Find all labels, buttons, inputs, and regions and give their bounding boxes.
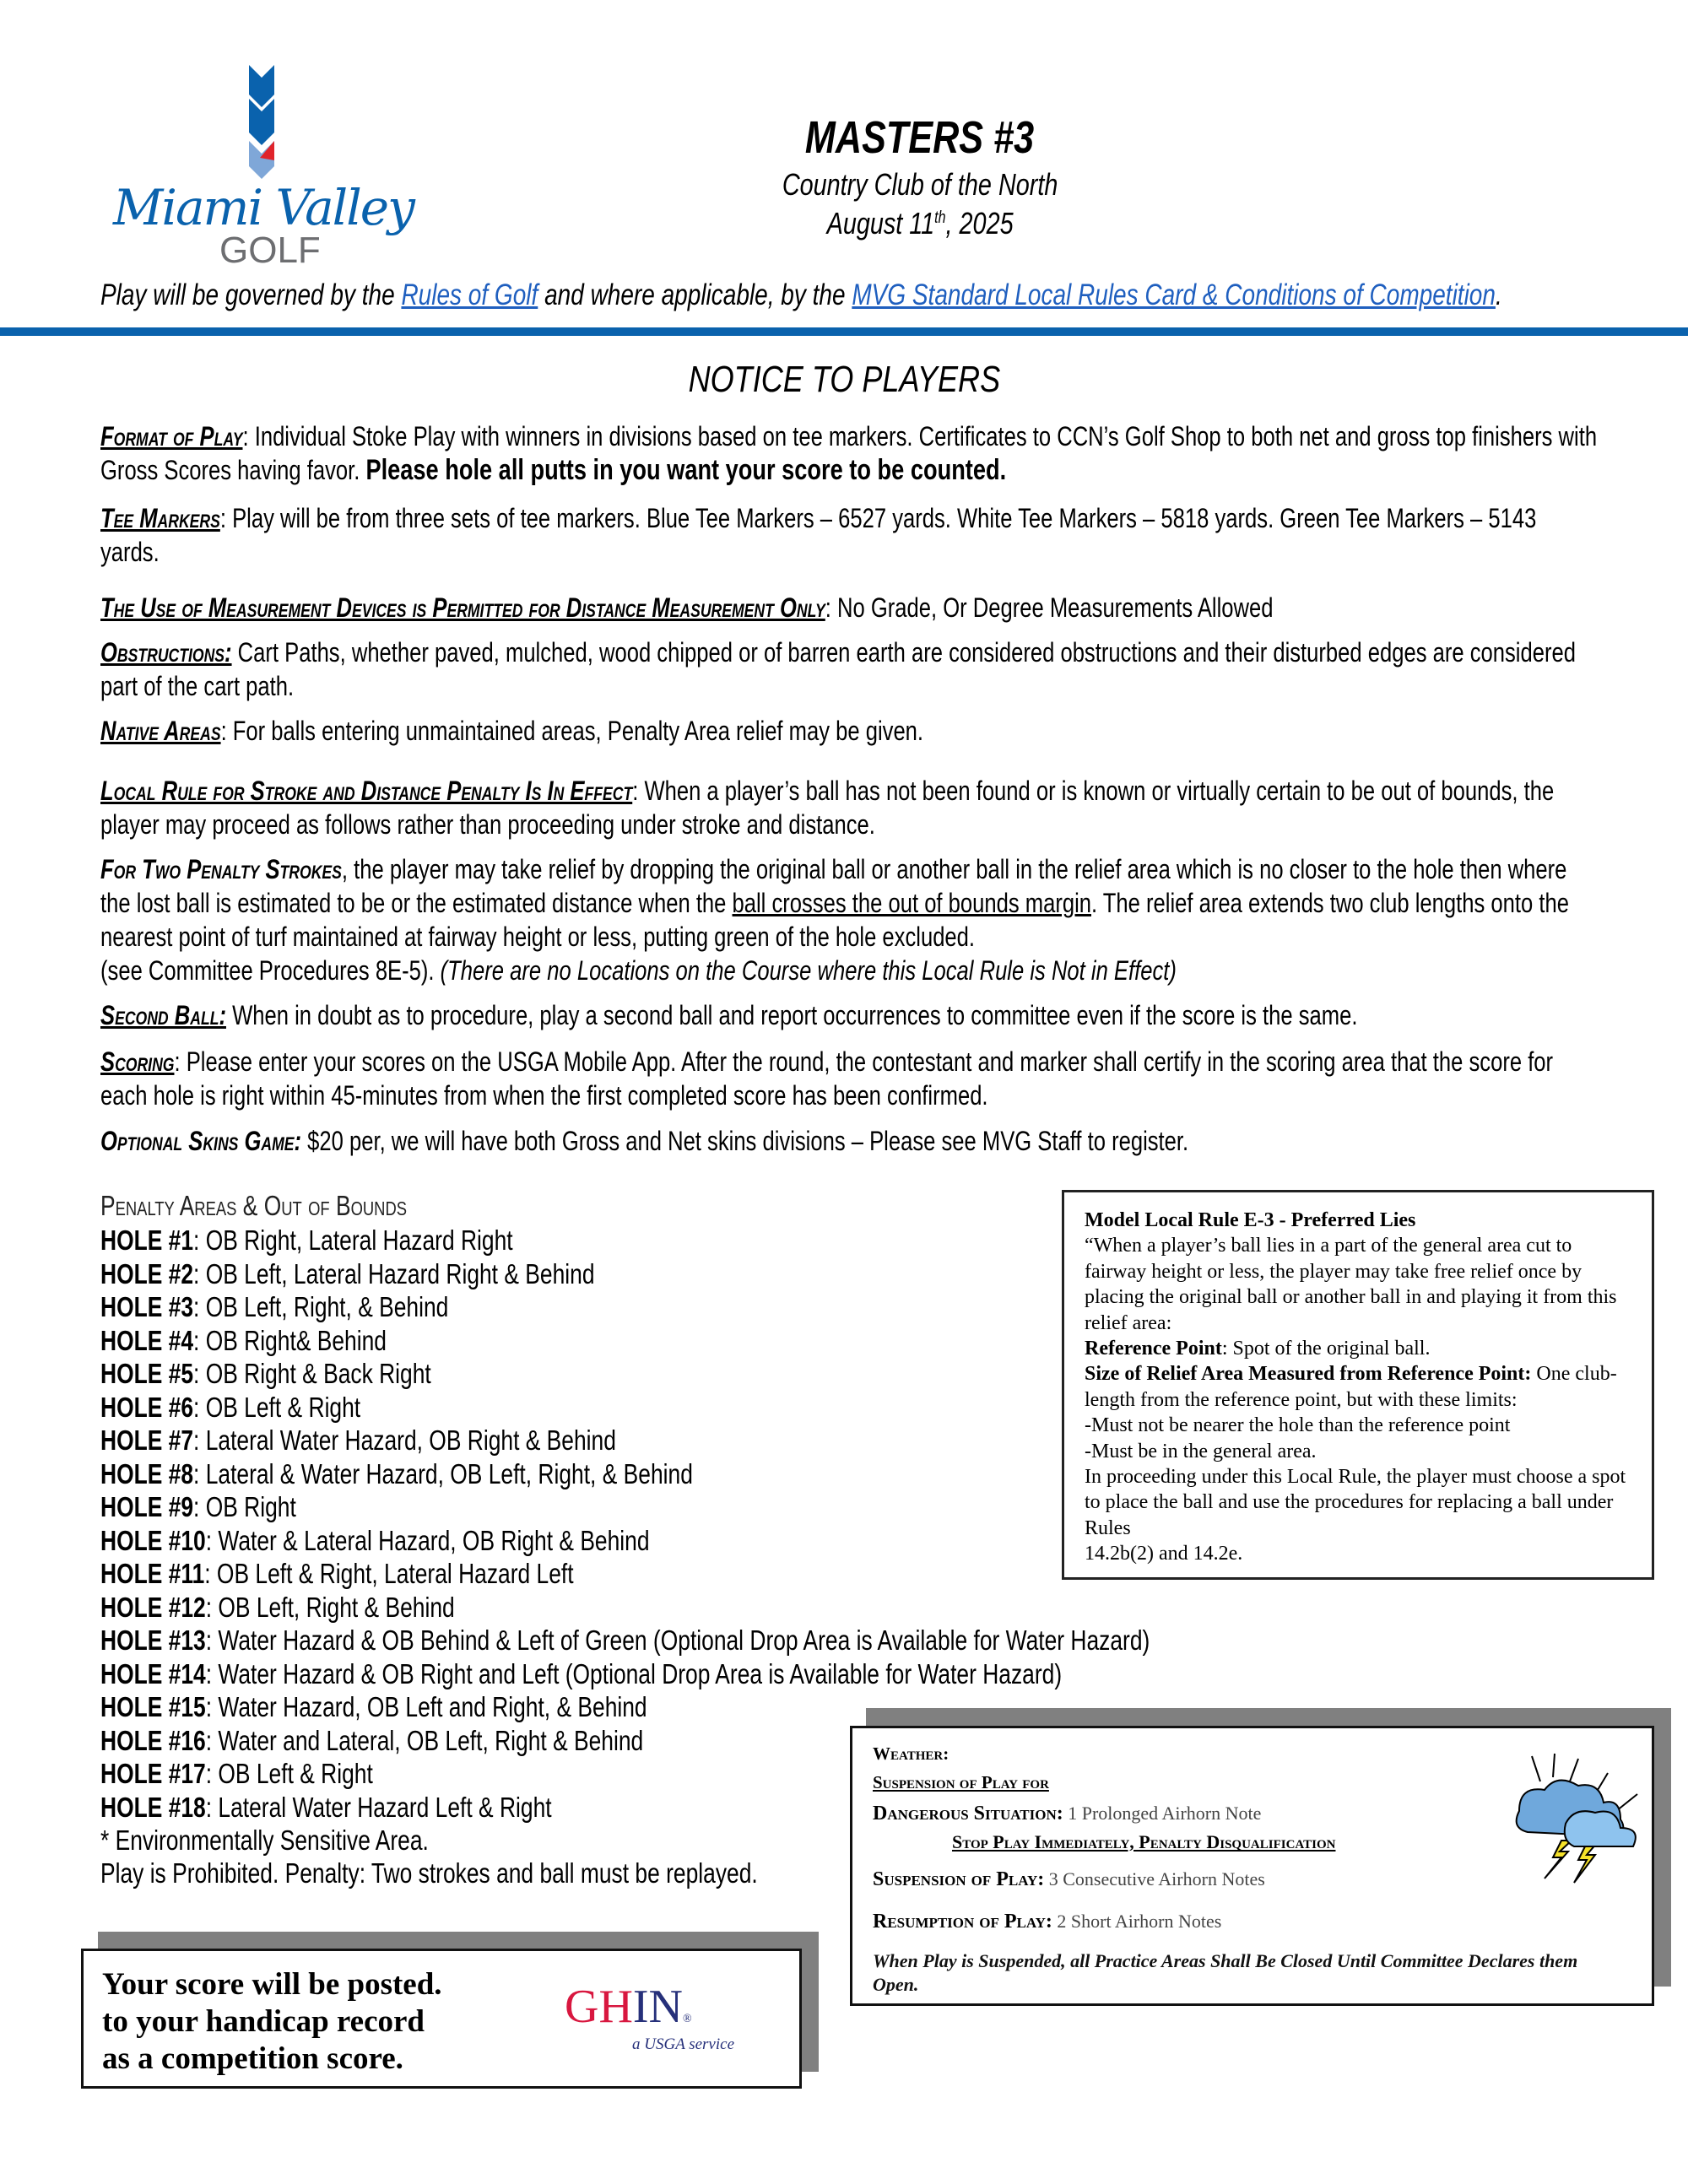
underlined-text: ball crosses the out of bounds margin: [732, 888, 1091, 918]
hole-label: HOLE #3: [100, 1291, 194, 1322]
hole-text: : OB Left, Right, & Behind: [193, 1291, 449, 1322]
section-body: : When a player’s ball has not been found or is known or virtually certain to be out of bounds, the player may proceed as follows rather than proceeding under stroke and distance.: [100, 776, 1555, 840]
logo-golf: GOLF: [219, 230, 321, 271]
title-text: MASTERS #3: [805, 112, 1035, 163]
section-body: Cart Paths, whether paved, mulched, wood chipped or of barren earth are considered obstructions and their disturbed edges are considered part of the cart path.: [100, 637, 1576, 701]
hole-item: [100, 1724, 643, 1758]
hole-label: HOLE #9: [100, 1491, 194, 1522]
hole-label: HOLE #14: [100, 1657, 206, 1689]
hole-item: [100, 1457, 693, 1491]
hole-text: : Water and Lateral, OB Left, Right & Behind: [205, 1724, 644, 1756]
hole-item: [100, 1690, 647, 1724]
hole-text: : OB Left & Right, Lateral Hazard Left: [204, 1558, 574, 1589]
env-note: * Environmentally Sensitive Area.: [100, 1825, 429, 1856]
section-body: When in doubt as to procedure, play a second ball and report occurrences to committee even if the score is the same.: [225, 1000, 1358, 1030]
hole-label: HOLE #11: [100, 1558, 205, 1589]
section-body: : Individual Stoke Play with winners in divisions based on tee markers. Certificates to CCN’s Golf Shop to both net and gross top finishers with Gross Scores having favor.: [100, 421, 1598, 485]
hole-text: : OB Left & Right: [205, 1758, 373, 1789]
section-body: , the player may take relief by dropping the original ball or another ball in the relief area which is no closer to the hole then where the lost ball is estimated to be or the estimated distance when the: [100, 854, 1567, 918]
two-penalty-strokes: [100, 852, 1599, 987]
italic-note: (There are no Locations on the Course where this Local Rule is Not in Effect): [440, 955, 1177, 986]
ghin-posting-box: [81, 1949, 802, 2089]
hole-label: HOLE #17: [100, 1758, 206, 1789]
posting-line: to your handicap record: [102, 2004, 425, 2039]
posting-line: Your score will be posted.: [102, 1967, 442, 2002]
hole-label: HOLE #8: [100, 1457, 194, 1489]
mvg-local-rules-link[interactable]: MVG Standard Local Rules Card & Conditions of Competition: [852, 278, 1496, 311]
hole-label: HOLE #6: [100, 1391, 194, 1423]
hole-label: HOLE #15: [100, 1691, 206, 1722]
weather-label: Resumption of Play:: [873, 1911, 1052, 1933]
header-divider: [0, 327, 1688, 336]
practice-area-note: When Play is Suspended, all Practice Areas Shall Be Closed Until Committee Declares them Open.: [873, 1950, 1578, 1995]
logo-script: Miami Valley: [113, 179, 414, 236]
hole-item: [100, 1757, 373, 1791]
section-heading: Tee Markers: [100, 503, 220, 533]
model-rule-label: Reference Point: [1085, 1338, 1222, 1360]
hole-label: HOLE #13: [100, 1624, 206, 1656]
hole-text: : OB Right, Lateral Hazard Right: [193, 1224, 513, 1256]
governing-rules-line: [100, 278, 1502, 312]
hole-text: : Lateral & Water Hazard, OB Left, Right, & Behind: [193, 1457, 693, 1489]
hole-label: HOLE #2: [100, 1257, 194, 1289]
hole-label: HOLE #4: [100, 1324, 194, 1356]
hole-text: : Water Hazard & OB Right and Left (Optional Drop Area is Available for Water Hazard): [205, 1657, 1063, 1689]
weather-value: 1 Prolonged Airhorn Note: [1063, 1803, 1262, 1824]
second-ball: [100, 998, 1599, 1032]
putts-notice: Please hole all putts in you want your score to be counted.: [365, 454, 1007, 486]
hole-text: : Water Hazard, OB Left and Right, & Behind: [205, 1691, 647, 1722]
tee-markers: [100, 501, 1599, 569]
hole-text: : Water Hazard & OB Behind & Left of Green (Optional Drop Area is Available for Water Hazard): [205, 1624, 1150, 1656]
date-year: , 2025: [945, 206, 1014, 241]
page-title: [591, 111, 1249, 164]
gov-text: and where applicable, by the: [538, 278, 852, 311]
hole-text: : OB Left, Right & Behind: [205, 1591, 455, 1623]
model-rule-title: Model Local Rule E-3 - Preferred Lies: [1085, 1209, 1416, 1231]
section-heading: Local Rule for Stroke and Distance Penalty Is In Effect: [100, 776, 633, 806]
hole-item: [100, 1391, 360, 1424]
weather-label: Suspension of Play for: [873, 1772, 1049, 1792]
storm-cloud-icon: [1494, 1752, 1650, 1887]
ghin-logo-gh: GH: [565, 1981, 633, 2033]
model-rule-text: “When a player’s ball lies in a part of the general area cut to fairway height or less, the player may take free relief once by placing the original ball or another ball in and playing it from this relief area:: [1085, 1235, 1617, 1334]
event-date: [591, 206, 1249, 241]
model-rule-text: -Must be in the general area.: [1085, 1440, 1317, 1462]
posting-notice: [102, 1966, 442, 2078]
obstructions: [100, 635, 1599, 703]
hole-text: : Lateral Water Hazard Left & Right: [205, 1791, 552, 1823]
hole-item: [100, 1224, 513, 1257]
section-heading: For Two Penalty Strokes: [100, 854, 342, 884]
hole-item: [100, 1557, 574, 1591]
model-rule-text: One club-length from the reference point, but with these limits:: [1085, 1363, 1617, 1411]
section-body: : Please enter your scores on the USGA Mobile App. After the round, the contestant and marker shall certify in the scoring area that the score for each hole is right within 45-minutes from when the first completed score has been confirmed.: [100, 1046, 1554, 1111]
model-rule-text: 14.2b(2) and 14.2e.: [1085, 1543, 1243, 1565]
weather-label: Suspension of Play:: [873, 1868, 1045, 1890]
section-body: : No Grade, Or Degree Measurements Allowed: [825, 592, 1274, 623]
hole-label: HOLE #5: [100, 1358, 194, 1389]
section-heading: Optional Skins Game:: [100, 1126, 302, 1156]
venue: [591, 167, 1249, 203]
model-rule-text: : Spot of the original ball.: [1221, 1338, 1431, 1360]
hole-text: : Water & Lateral Hazard, OB Right & Behind: [205, 1524, 650, 1556]
section-body: . The relief area extends two club lengths onto the nearest point of turf maintained at fairway height or less, putting green of the hole excluded.: [100, 888, 1569, 952]
env-penalty: Play is Prohibited. Penalty: Two strokes and ball must be replayed.: [100, 1857, 758, 1889]
hole-text: : OB Right & Back Right: [193, 1358, 431, 1389]
hole-label: HOLE #12: [100, 1591, 206, 1623]
penalty-areas-header: Penalty Areas & Out of Bounds: [100, 1190, 408, 1221]
notice-title-text: NOTICE TO PLAYERS: [688, 359, 1000, 400]
weather-title: Weather:: [873, 1743, 950, 1764]
model-rule-text: In proceeding under this Local Rule, the player must choose a spot to place the ball and use the procedures for replacing a ball under Rules: [1085, 1466, 1626, 1539]
section-body: : For balls entering unmaintained areas, Penalty Area relief may be given.: [220, 716, 924, 746]
optional-skins: [100, 1124, 1599, 1158]
measurement-devices: [100, 591, 1599, 624]
model-local-rule-box: [1062, 1190, 1654, 1580]
committee-ref: (see Committee Procedures 8E-5).: [100, 955, 441, 986]
section-heading: The Use of Measurement Devices is Permitted for Distance Measurement Only: [100, 592, 825, 623]
hole-label: HOLE #7: [100, 1424, 194, 1456]
hole-item: [100, 1357, 431, 1391]
model-rule-text: -Must not be nearer the hole than the reference point: [1085, 1414, 1511, 1437]
miami-valley-golf-logo: [110, 61, 439, 272]
hole-item: [100, 1324, 387, 1358]
section-heading: Second Ball:: [100, 1000, 226, 1030]
ghin-logo: [565, 1980, 692, 2034]
rules-of-golf-link[interactable]: Rules of Golf: [401, 278, 538, 311]
hole-text: : OB Left, Lateral Hazard Right & Behind: [193, 1257, 595, 1289]
hole-item: [100, 1624, 1150, 1657]
hole-label: HOLE #10: [100, 1524, 206, 1556]
section-body: $20 per, we will have both Gross and Net skins divisions – Please see MVG Staff to register.: [301, 1126, 1189, 1156]
hole-item: [100, 1424, 616, 1457]
scoring: [100, 1045, 1599, 1112]
hole-label: HOLE #18: [100, 1791, 206, 1823]
section-body: : Play will be from three sets of tee markers. Blue Tee Markers – 6527 yards. White Tee Markers – 5818 yards. Green Tee Markers – 5143 yards.: [100, 503, 1537, 567]
notice-title: [0, 359, 1688, 401]
weather-label: Dangerous Situation:: [873, 1803, 1063, 1825]
hole-label: HOLE #1: [100, 1224, 194, 1256]
stop-play-notice: Stop Play Immediately, Penalty Disqualification: [952, 1831, 1336, 1852]
local-rule-stroke-distance: [100, 774, 1599, 841]
ghin-logo-in: IN: [632, 1981, 683, 2033]
venue-text: Country Club of the North: [782, 167, 1058, 202]
section-heading: Obstructions:: [100, 637, 232, 668]
section-heading: Scoring: [100, 1046, 175, 1077]
hole-text: : OB Right: [193, 1491, 296, 1522]
date-text: August 11: [826, 206, 935, 241]
hole-text: : OB Left & Right: [193, 1391, 361, 1423]
gov-text: .: [1495, 278, 1502, 311]
weather-value: 3 Consecutive Airhorn Notes: [1044, 1868, 1265, 1889]
model-rule-label: Size of Relief Area Measured from Reference Point:: [1085, 1363, 1532, 1386]
section-heading: Native Areas: [100, 716, 221, 746]
hole-item: [100, 1657, 1062, 1691]
weather-value: 2 Short Airhorn Notes: [1052, 1911, 1222, 1932]
format-of-play: [100, 419, 1599, 487]
hole-item: [100, 1490, 296, 1524]
hole-item: [100, 1591, 455, 1624]
weather-box: [850, 1726, 1654, 2006]
hole-text: : Lateral Water Hazard, OB Right & Behind: [193, 1424, 616, 1456]
gov-text: Play will be governed by the: [100, 278, 402, 311]
ghin-tagline: a USGA service: [632, 2035, 735, 2053]
native-areas: [100, 714, 1599, 748]
section-heading: Format of Play: [100, 421, 243, 451]
date-sup: th: [934, 208, 946, 227]
hole-label: HOLE #16: [100, 1724, 206, 1756]
posting-line: as a competition score.: [102, 2041, 403, 2076]
ghin-reg: ®: [682, 2013, 692, 2025]
hole-item: [100, 1524, 650, 1558]
hole-item: [100, 1290, 448, 1324]
hole-item: [100, 1791, 552, 1825]
hole-item: [100, 1257, 595, 1291]
hole-text: : OB Right& Behind: [193, 1324, 387, 1356]
